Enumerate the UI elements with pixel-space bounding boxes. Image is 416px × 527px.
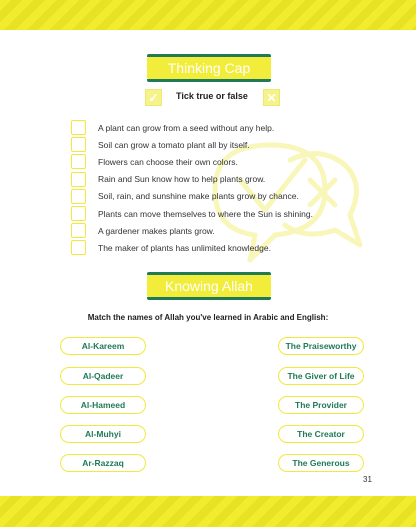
statement-row	[71, 205, 313, 222]
statement-text: Plants can move themselves to where the Sun is shining.	[98, 208, 313, 219]
arabic-name-pill[interactable]: Al-Kareem	[60, 337, 146, 355]
answer-checkbox[interactable]	[71, 137, 86, 152]
statement-text: A plant can grow from a seed without any help.	[98, 122, 275, 133]
statement-row	[71, 171, 313, 188]
check-icon: ✓	[145, 89, 162, 106]
thinking-cap-banner: Thinking Cap	[147, 57, 271, 79]
arabic-name-pill[interactable]: Al-Muhyi	[60, 425, 146, 443]
match-instruction: Match the names of Allah you've learned in Arabic and English:	[87, 313, 329, 322]
statement-text: Soil, rain, and sunshine make plants grow by chance.	[98, 191, 299, 202]
arabic-name-pill[interactable]: Al-Hameed	[60, 396, 146, 414]
english-name-pill[interactable]: The Generous	[278, 454, 364, 472]
english-name-pill[interactable]: The Provider	[278, 396, 364, 414]
english-name-pill[interactable]: The Creator	[278, 425, 364, 443]
statement-list	[71, 119, 313, 257]
statement-text: Soil can grow a tomato plant all by itself.	[98, 139, 250, 150]
statement-row	[71, 239, 313, 256]
top-stripe-border	[0, 0, 416, 30]
answer-checkbox[interactable]	[71, 223, 86, 238]
answer-checkbox[interactable]	[71, 120, 86, 135]
knowing-allah-banner: Knowing Allah	[147, 275, 271, 297]
answer-checkbox[interactable]	[71, 206, 86, 221]
statement-text: A gardener makes plants grow.	[98, 225, 215, 236]
arabic-name-pill[interactable]: Al-Qadeer	[60, 367, 146, 385]
statement-row	[71, 136, 313, 153]
answer-checkbox[interactable]	[71, 172, 86, 187]
statement-row	[71, 188, 313, 205]
answer-checkbox[interactable]	[71, 154, 86, 169]
statement-text: The maker of plants has unlimited knowledge.	[98, 242, 271, 253]
statement-row	[71, 119, 313, 136]
arabic-name-pill[interactable]: Ar-Razzaq	[60, 454, 146, 472]
statement-text: Flowers can choose their own colors.	[98, 156, 238, 167]
english-name-pill[interactable]: The Praiseworthy	[278, 337, 364, 355]
answer-checkbox[interactable]	[71, 189, 86, 204]
answer-checkbox[interactable]	[71, 240, 86, 255]
true-false-header	[0, 89, 416, 107]
statement-text: Rain and Sun know how to help plants grow.	[98, 174, 266, 185]
tick-instruction: Tick true or false	[176, 91, 248, 101]
page-number: 31	[363, 475, 372, 484]
statement-row	[71, 153, 313, 170]
english-name-pill[interactable]: The Giver of Life	[278, 367, 364, 385]
bottom-stripe-border	[0, 496, 416, 527]
cross-icon: ✕	[263, 89, 280, 106]
statement-row	[71, 222, 313, 239]
